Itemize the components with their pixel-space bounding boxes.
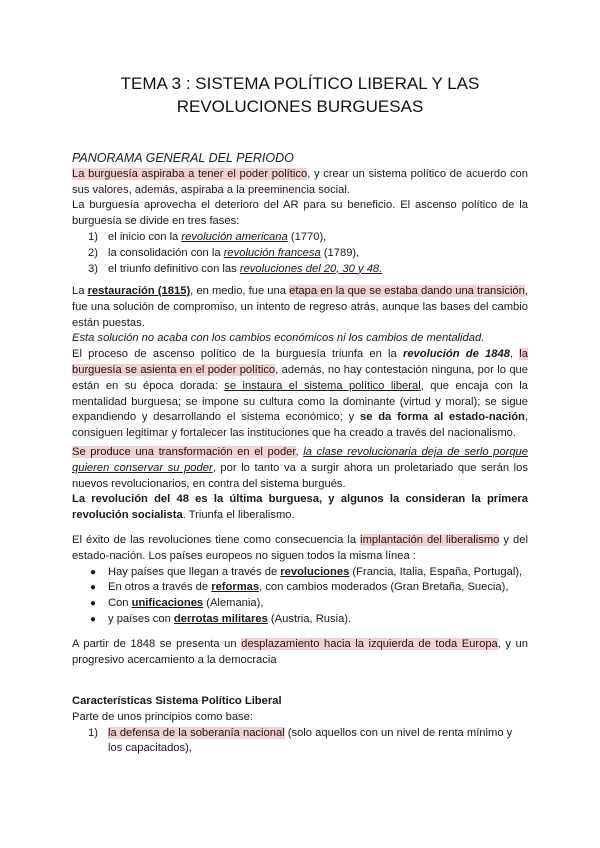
highlight-text: la defensa de la soberanía nacional [108,726,285,739]
underlined-term: revolución francesa [223,246,321,259]
revolucion-48-paragraph [72,492,528,524]
body-text: , fue una solución de compromiso, un intento de regreso atrás, aunque las bases del cambio están puestas. [72,285,528,329]
bold-term: derrotas militares [173,612,268,625]
panorama-paragraph-2: La burguesía aprovecha el deterioro del AR para su beneficio. El ascenso político de la burguesía se divide en tres fases: [72,199,528,228]
phases-list [72,230,528,277]
list-number: 2) [88,246,98,259]
transformacion-paragraph [72,445,528,492]
caracteristicas-section [72,694,528,757]
bold-term: revolución de 1848 [402,348,510,361]
body-text: , por lo tanto va a surgir ahora un proletariado que serán los nuevos revolucionarios, en contra del sistema burgués. [72,461,528,490]
underlined-term: revoluciones del 20, 30 y 48. [239,262,383,275]
body-text: (solo aquellos con un nivel de renta mínimo y los capacitados), [108,726,513,755]
underlined-term: la clase revolucionaria deja de serlo porque quieren conservar su poder [72,446,529,474]
caracteristicas-intro: Parte de unos principios como base: [72,710,253,723]
body-text: el triunfo definitivo con las [108,262,240,275]
panorama-paragraph-1 [72,167,528,199]
section-heading-panorama: PANORAMA GENERAL DEL PERIODO [72,151,294,165]
body-text: , [295,446,304,458]
bullet-icon: ● [90,582,97,594]
restauracion-section [72,284,528,442]
italic-note: Esta solución no acaba con los cambios económicos ni los cambios de mentalidad. [72,332,485,345]
body-text: (Alemania), [203,597,264,610]
body-text: (Francia, Italia, España, Portugal), [349,565,523,578]
bullet-icon: ● [90,613,97,625]
list-number: 1) [88,230,98,243]
bold-statement: La revolución del 48 es la última burguesa, y algunos la consideran la primera revolución socialista [72,493,528,522]
bold-term: restauración (1815) [87,285,191,297]
list-item [72,246,528,262]
body-text: , en medio, fue una [190,285,290,297]
body-text: , y crear un sistema político de acuerdo con sus valores, además, aspiraba a la preeminencia social. [72,167,528,196]
body-text: , que encaja con la mentalidad burguesa; se impone su cultura como la dominante (virtud y moral); se sigue expandiendo y desarrollando el sistema económico; y [72,379,528,424]
body-text: (1770), [287,230,327,243]
highlight-text: desplazamiento hacia la izquierda de toda Europa [241,638,498,650]
body-text: Con [108,597,132,610]
bold-term: revoluciones [280,565,350,578]
list-item [72,230,528,246]
list-item [72,596,528,612]
body-text: , y un progresivo acercamiento a la democracia [72,638,528,666]
list-number: 1) [88,726,98,739]
list-item [72,580,528,596]
body-text: el inicio con la [108,230,182,243]
body-text: En otros a través de [108,581,212,594]
title-line-1: TEMA 3 : SISTEMA POLÍTICO LIBERAL Y LAS [120,74,480,93]
underlined-term: revolución americana [181,230,288,243]
body-text: , con cambios moderados (Gran Bretaña, Suecia), [259,581,509,594]
principles-list [72,726,528,758]
body-text: Hay países que llegan a través de [108,565,281,578]
body-text: . Triunfa el liberalismo. [182,509,295,522]
bullet-icon: ● [90,566,97,578]
body-text: La [72,285,88,297]
underlined-term: se instaura el sistema político liberal [224,379,421,392]
body-text: El éxito de las revoluciones tiene como consecuencia la [72,534,361,546]
list-item [72,726,528,758]
highlight-text: Se produce una transformación en el poder [72,446,296,458]
list-item [72,612,528,628]
highlight-text: la burguesía se asienta en el poder político [72,348,529,376]
body-text: , además, no hay contestación ninguna, por lo que están en su época dorada: [72,363,528,392]
list-item [72,565,528,581]
body-text: A partir de 1848 se presenta un [72,638,242,650]
list-item [72,262,528,278]
highlight-text: etapa en la que se estaba dando una transición [289,285,525,297]
body-text: la consolidación con la [108,246,224,259]
highlight-text: implantación del liberalismo [360,534,500,546]
bold-term: se da forma al estado-nación [360,411,525,424]
exito-paragraph [72,533,528,565]
page-title [0,72,600,118]
transformacion-section [72,445,528,524]
body-text: (1789), [320,246,360,259]
body-text: (Austria, Rusia). [267,612,352,625]
list-number: 3) [88,262,98,275]
body-text: El proceso de ascenso político de la burguesía triunfa en la [72,348,403,361]
body-text: , [509,348,520,361]
bold-term: unificaciones [131,597,204,610]
restauracion-paragraph [72,284,528,331]
revolucion-1848-paragraph [72,347,528,442]
bullet-icon: ● [90,598,97,610]
exito-section [72,533,528,628]
highlight-text: La burguesía aspiraba a tener el poder político [72,167,308,180]
countries-list [72,565,528,628]
bold-term: reformas [211,581,260,594]
title-line-2: REVOLUCIONES BURGUESAS [176,97,424,116]
body-text: y países con [108,612,174,625]
panorama-section [72,151,528,277]
body-text: y del estado-nación. Los países europeos no siguen todos la misma línea : [72,534,528,562]
body-text: , consiguen legitimar y fortalecer las instituciones que ha creado a través del nacionalismo. [72,411,528,440]
desplazamiento-section [72,637,528,669]
section-heading-caracteristicas: Características Sistema Político Liberal [72,695,282,707]
